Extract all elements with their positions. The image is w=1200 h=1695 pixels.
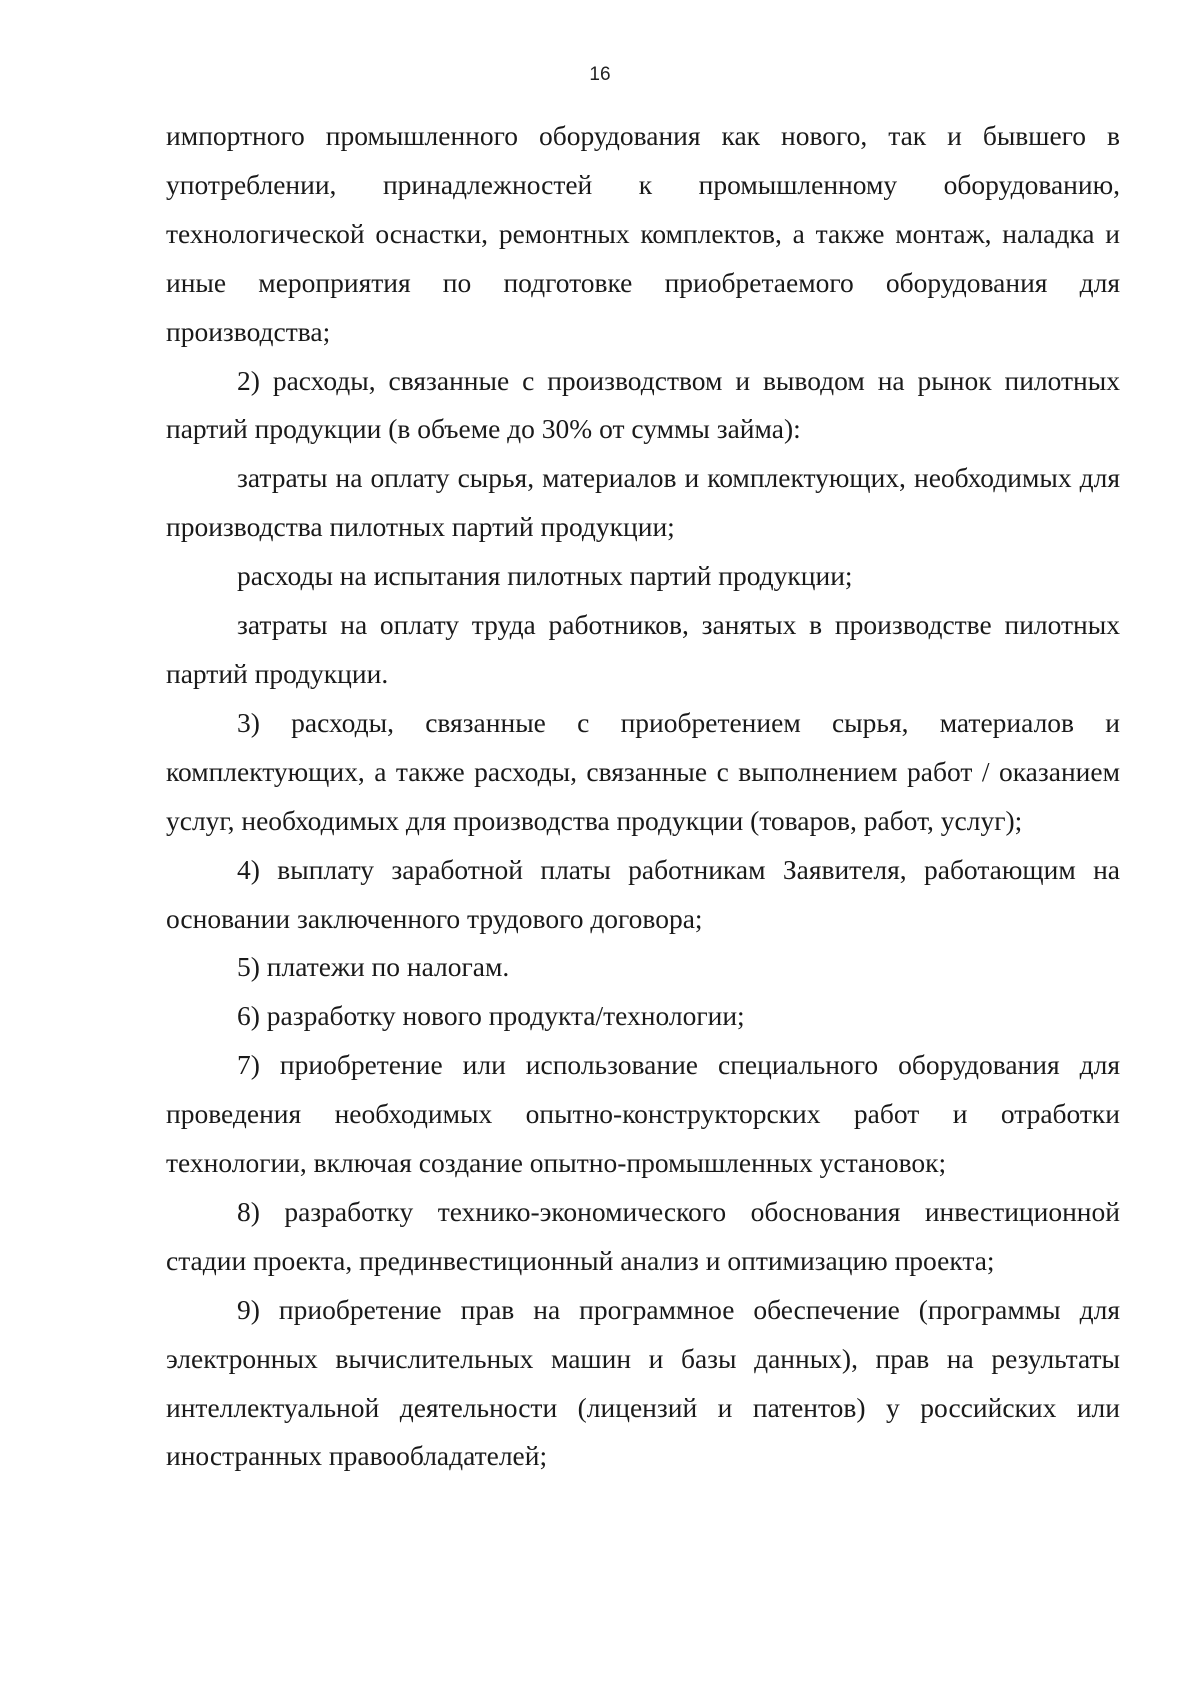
page-number: 16	[589, 64, 611, 85]
paragraph-subitem-testing: расходы на испытания пилотных партий продукции;	[237, 560, 853, 592]
paragraph-item-5: 5) платежи по налогам.	[237, 951, 510, 983]
paragraph-continuation: импортного промышленного оборудования как нового, так и бывшего в употреблении, принадлежностей к промышленному оборудованию, технологической оснастки, ремонтных комплектов, а также монтаж, наладка и иные мероприятия по подготовке приобретаемого оборудования для производства;	[166, 120, 1120, 347]
paragraph-item-7: 7) приобретение или использование специального оборудования для проведения необходимых опытно-конструкторских работ и отработки технологии, включая создание опытно-промышленных установок;	[166, 1049, 1120, 1179]
paragraph-item-2: 2) расходы, связанные с производством и выводом на рынок пилотных партий продукции (в объеме до 30% от суммы займа):	[166, 364, 1120, 445]
paragraph-item-9: 9) приобретение прав на программное обеспечение (программы для электронных вычислительных машин и базы данных), прав на результаты интеллектуальной деятельности (лицензий и патентов) у российских или иностранных правообладателей;	[166, 1293, 1120, 1472]
paragraph-item-4: 4) выплату заработной платы работникам Заявителя, работающим на основании заключенного трудового договора;	[166, 853, 1120, 934]
paragraph-subitem-materials: затраты на оплату сырья, материалов и комплектующих, необходимых для производства пилотных партий продукции;	[166, 462, 1120, 543]
paragraph-item-6: 6) разработку нового продукта/технологии;	[237, 1000, 745, 1032]
paragraph-item-3: 3) расходы, связанные с приобретением сырья, материалов и комплектующих, а также расходы, связанные с выполнением работ / оказанием услуг, необходимых для производства продукции (товаров, работ, услуг);	[166, 706, 1120, 836]
paragraph-subitem-labor: затраты на оплату труда работников, занятых в производстве пилотных партий продукции.	[166, 609, 1120, 689]
document-body	[166, 112, 1120, 1481]
paragraph-item-8: 8) разработку технико-экономического обоснования инвестиционной стадии проекта, прединвестиционный анализ и оптимизацию проекта;	[166, 1195, 1120, 1276]
